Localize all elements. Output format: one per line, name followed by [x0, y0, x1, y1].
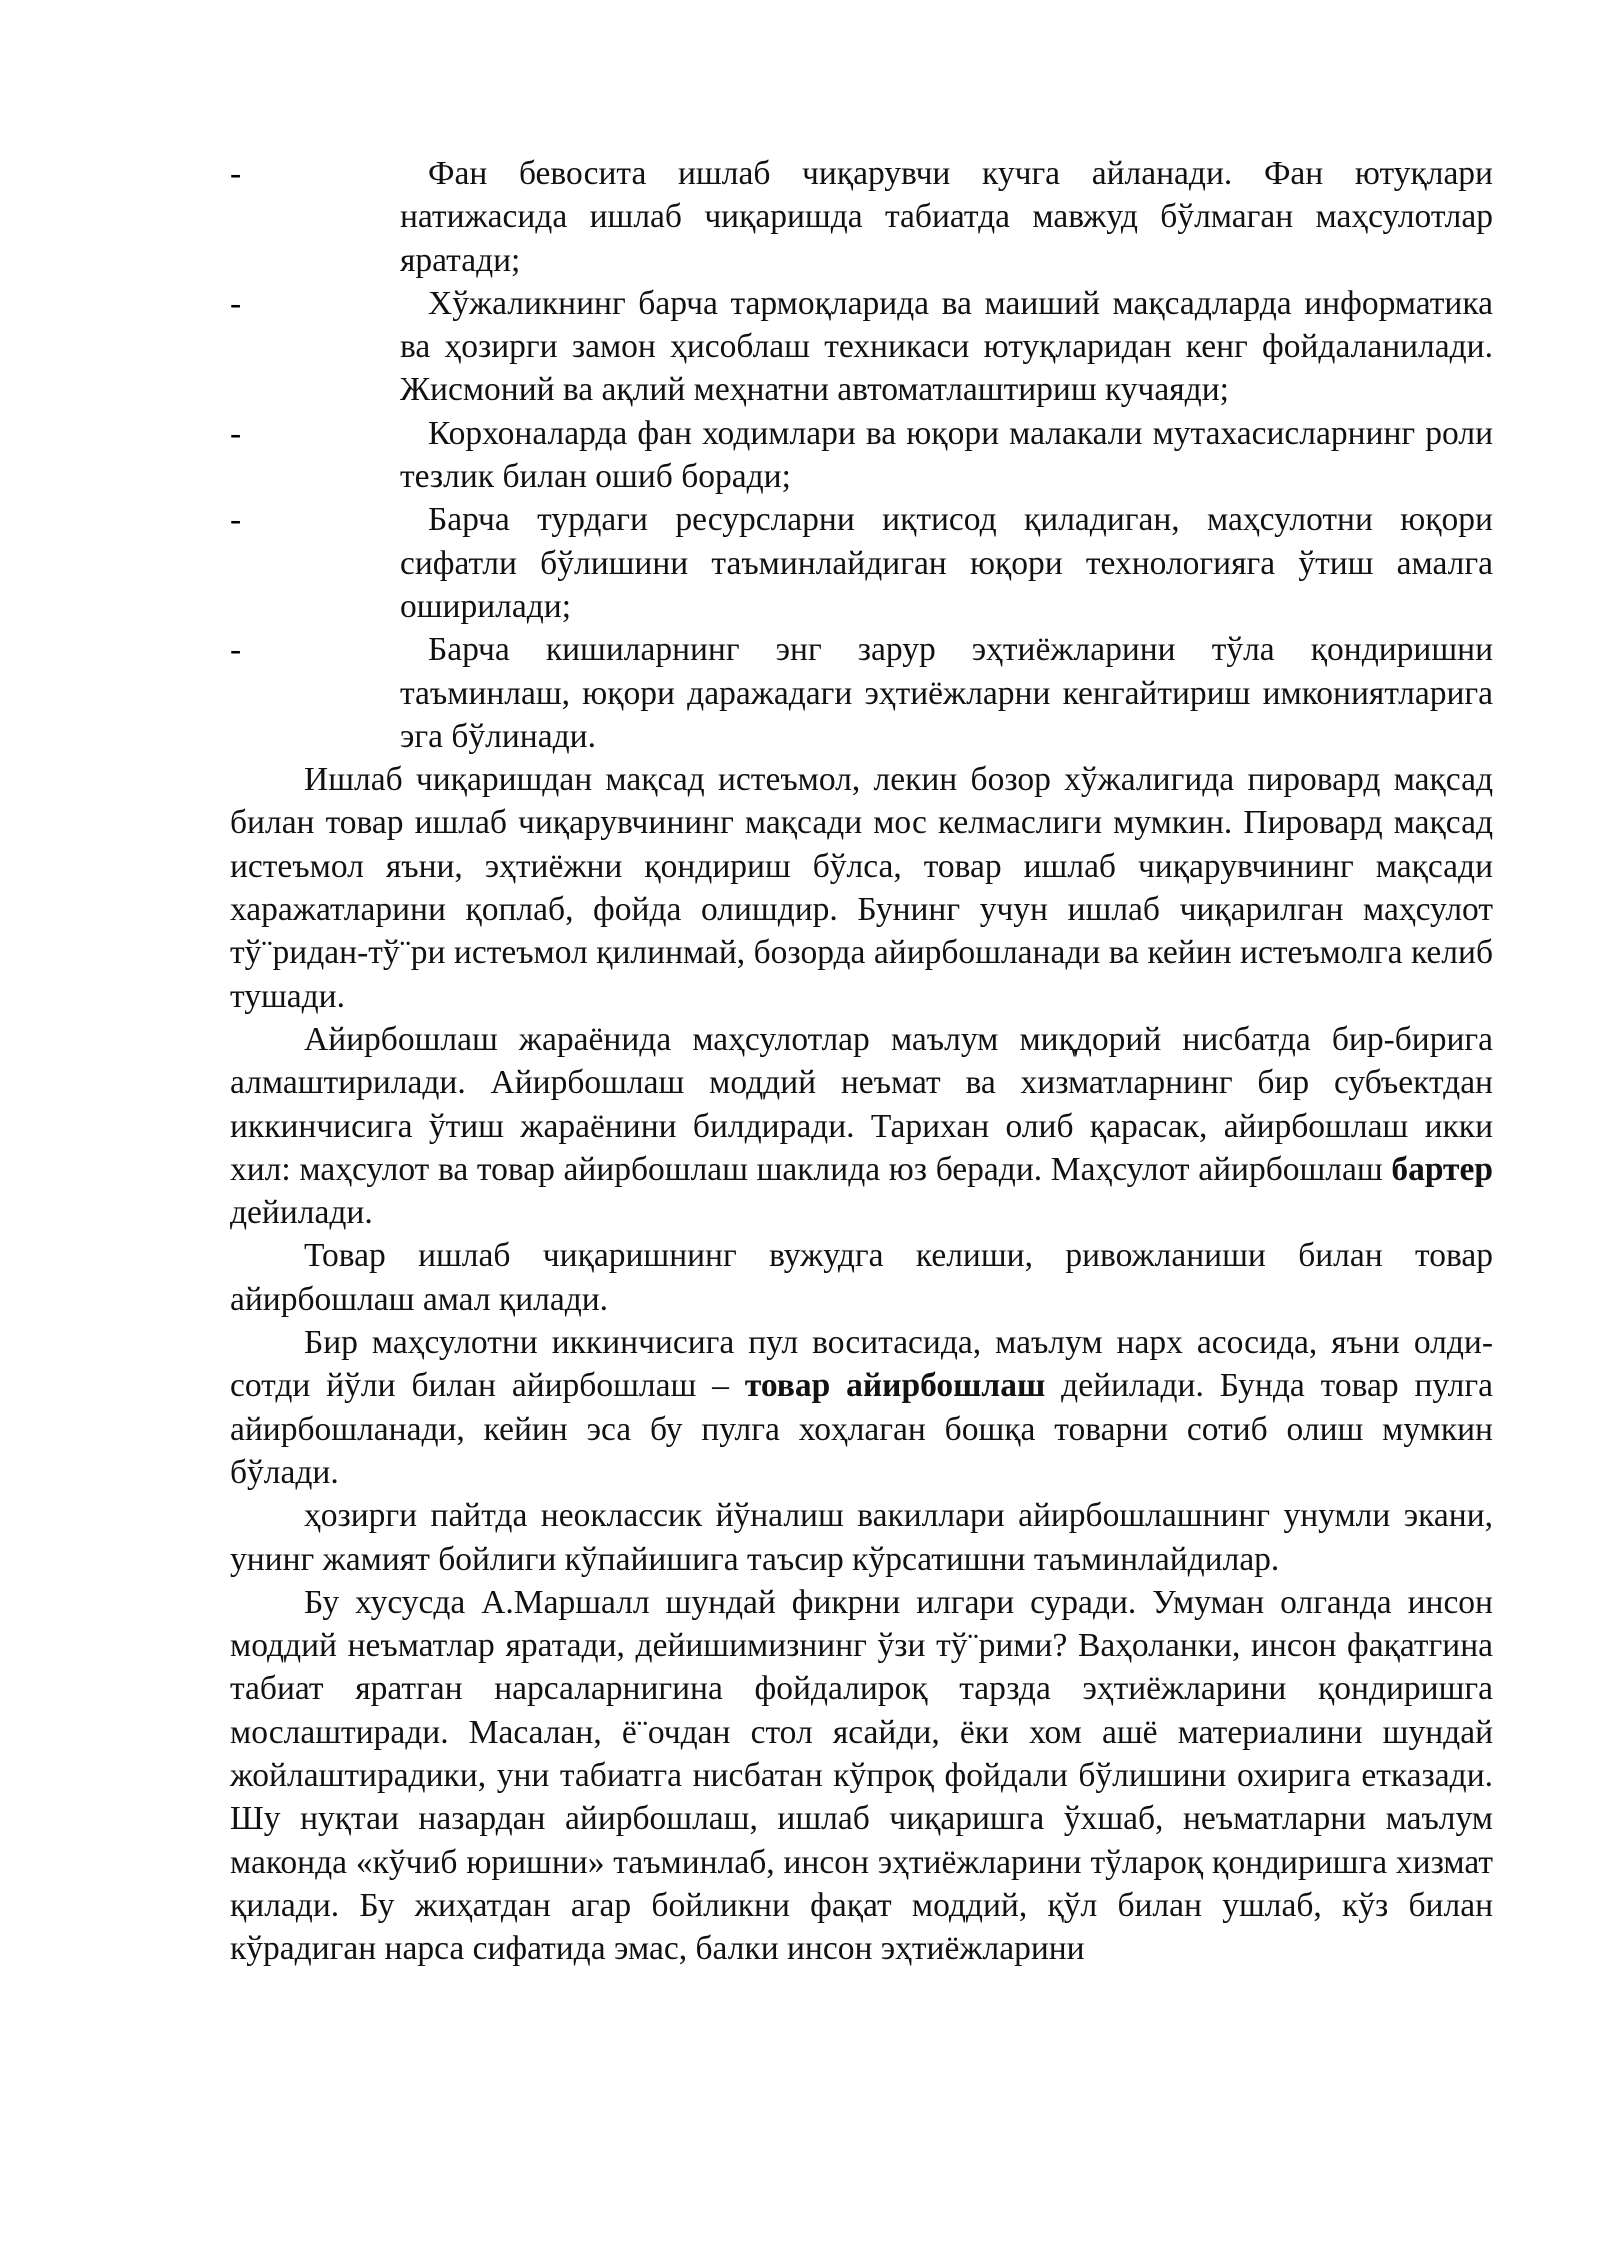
paragraph-marshall: Бу хусусда А.Маршалл шундай фикрни илгари суради. Умуман олганда инсон моддий неъматлар яратади, дейишимизнинг ўзи тў¨рими? Ваҳоланки, инсон фақатгина табиат яратган нарсаларнигина фойдалироқ тарзда эҳтиёжларини қондиришга мослаштиради. Масалан, ё¨очдан стол ясайди, ёки хом ашё материалини шундай жойлаштирадики, уни табиатга нисбатан кўпроқ фойдали бўлишини охирига етказади. Шу нуқтаи назардан айирбошлаш, ишлаб чиқаришга ўхшаб, неъматларни маълум маконда «кўчиб юришни» таъминлаб, инсон эҳтиёжларини тўлароқ қондиришга хизмат қилади. Бу жиҳатдан агар бойликни фақат моддий, қўл билан ушлаб, кўз билан кўрадиган нарса сифатида эмас, балки инсон эҳтиёжларини [230, 1583, 1493, 1968]
paragraph-text: дейилади. [230, 1194, 373, 1232]
paragraph-neoclassical: ҳозирги пайтда неоклассик йўналиш вакиллари айирбошлашнинг унумли экани, унинг жамият бойлиги кўпайишига таъсир кўрсатишни таъминлайдилар. [230, 1497, 1493, 1578]
list-item-text: Барча турдаги ресурсларни иқтисод қиладиган, маҳсулотни юқори сифатли бўлишини таъминлайдиган юқори технологияга ўтиш амалга оширилади; [400, 501, 1493, 625]
list-item-text: Барча кишиларнинг энг зарур эҳтиёжларини тўла қондиришни таъминлаш, юқори даражадаги эҳтиёжларни кенгайтириш имкониятларига эга бўлинади. [400, 631, 1493, 755]
list-item [230, 412, 1493, 499]
paragraph-commodity-production: Товар ишлаб чиқаришнинг вужудга келиши, ривожланиши билан товар айирбошлаш амал қилади. [230, 1237, 1493, 1318]
dash-bullet-icon: - [230, 155, 242, 192]
paragraph-text: Бир маҳсулотни иккинчисига пул воситасида, маълум нарх асосида, яъни олди-сотди йўли билан айирбошлаш – [230, 1324, 1493, 1405]
list-item-text: Корхоналарда фан ходимлари ва юқори малакали мутахасисларнинг роли тезлик билан ошиб боради; [400, 414, 1493, 496]
dash-bullet-icon: - [230, 414, 242, 452]
paragraph-text: дейилади. Бунда товар пулга айирбошланади, кейин эса бу пулга хоҳлаган бошқа товарни сотиб олиш мумкин бўлади. [230, 1367, 1493, 1491]
paragraph-consumption-goal: Ишлаб чиқаришдан мақсад истеъмол, лекин бозор хўжалигида пировард мақсад билан товар ишлаб чиқарувчининг мақсади мос келмаслиги мумкин. Пировард мақсад истеъмол яъни, эҳтиёжни қондириш бўлса, товар ишлаб чиқарувчининг мақсади харажатларини қоплаб, фойда олишдир. Бунинг учун ишлаб чиқарилган маҳсулот тў¨ридан-тў¨ри истеъмол қилинмай, бозорда айирбошланади ва кейин истеъмолга келиб тушади. [230, 761, 1493, 1015]
bullet-list [230, 152, 1493, 758]
term-commodity-exchange: товар айирбошлаш [744, 1367, 1046, 1405]
list-item [230, 498, 1493, 628]
dash-bullet-icon: - [230, 284, 242, 322]
dash-bullet-icon: - [230, 631, 242, 669]
document-body [230, 152, 1493, 1970]
dash-bullet-icon: - [230, 501, 242, 539]
list-item-text: Фан бевосита ишлаб чиқарувчи кучга айланади. Фан ютуқлари натижасида ишлаб чиқаришда табиатда мавжуд бўлмаган маҳсулотлар яратади; [400, 155, 1493, 279]
list-item [230, 152, 1493, 282]
paragraph-commodity-exchange [230, 1321, 1493, 1494]
list-item [230, 282, 1493, 412]
list-item-text: Хўжаликнинг барча тармоқларида ва маиший мақсадларда информатика ва ҳозирги замон ҳисоблаш техникаси ютуқларидан кенг фойдаланилади. Жисмоний ва ақлий меҳнатни автоматлаштириш кучаяди; [400, 284, 1493, 409]
paragraph-text: Айирбошлаш жараёнида маҳсулотлар маълум миқдорий нисбатда бир-бирига алмаштирилади. Айирбошлаш моддий неъмат ва хизматларнинг бир субъектдан иккинчисига ўтиш жараёнини билдиради. Тарихан олиб қарасак, айирбошлаш икки хил: маҳсулот ва товар айирбошлаш шаклида юз беради. Маҳсулот айирбошлаш [230, 1020, 1493, 1188]
list-item [230, 628, 1493, 758]
paragraph-exchange-process [230, 1018, 1493, 1234]
term-barter: бартер [1391, 1150, 1493, 1188]
